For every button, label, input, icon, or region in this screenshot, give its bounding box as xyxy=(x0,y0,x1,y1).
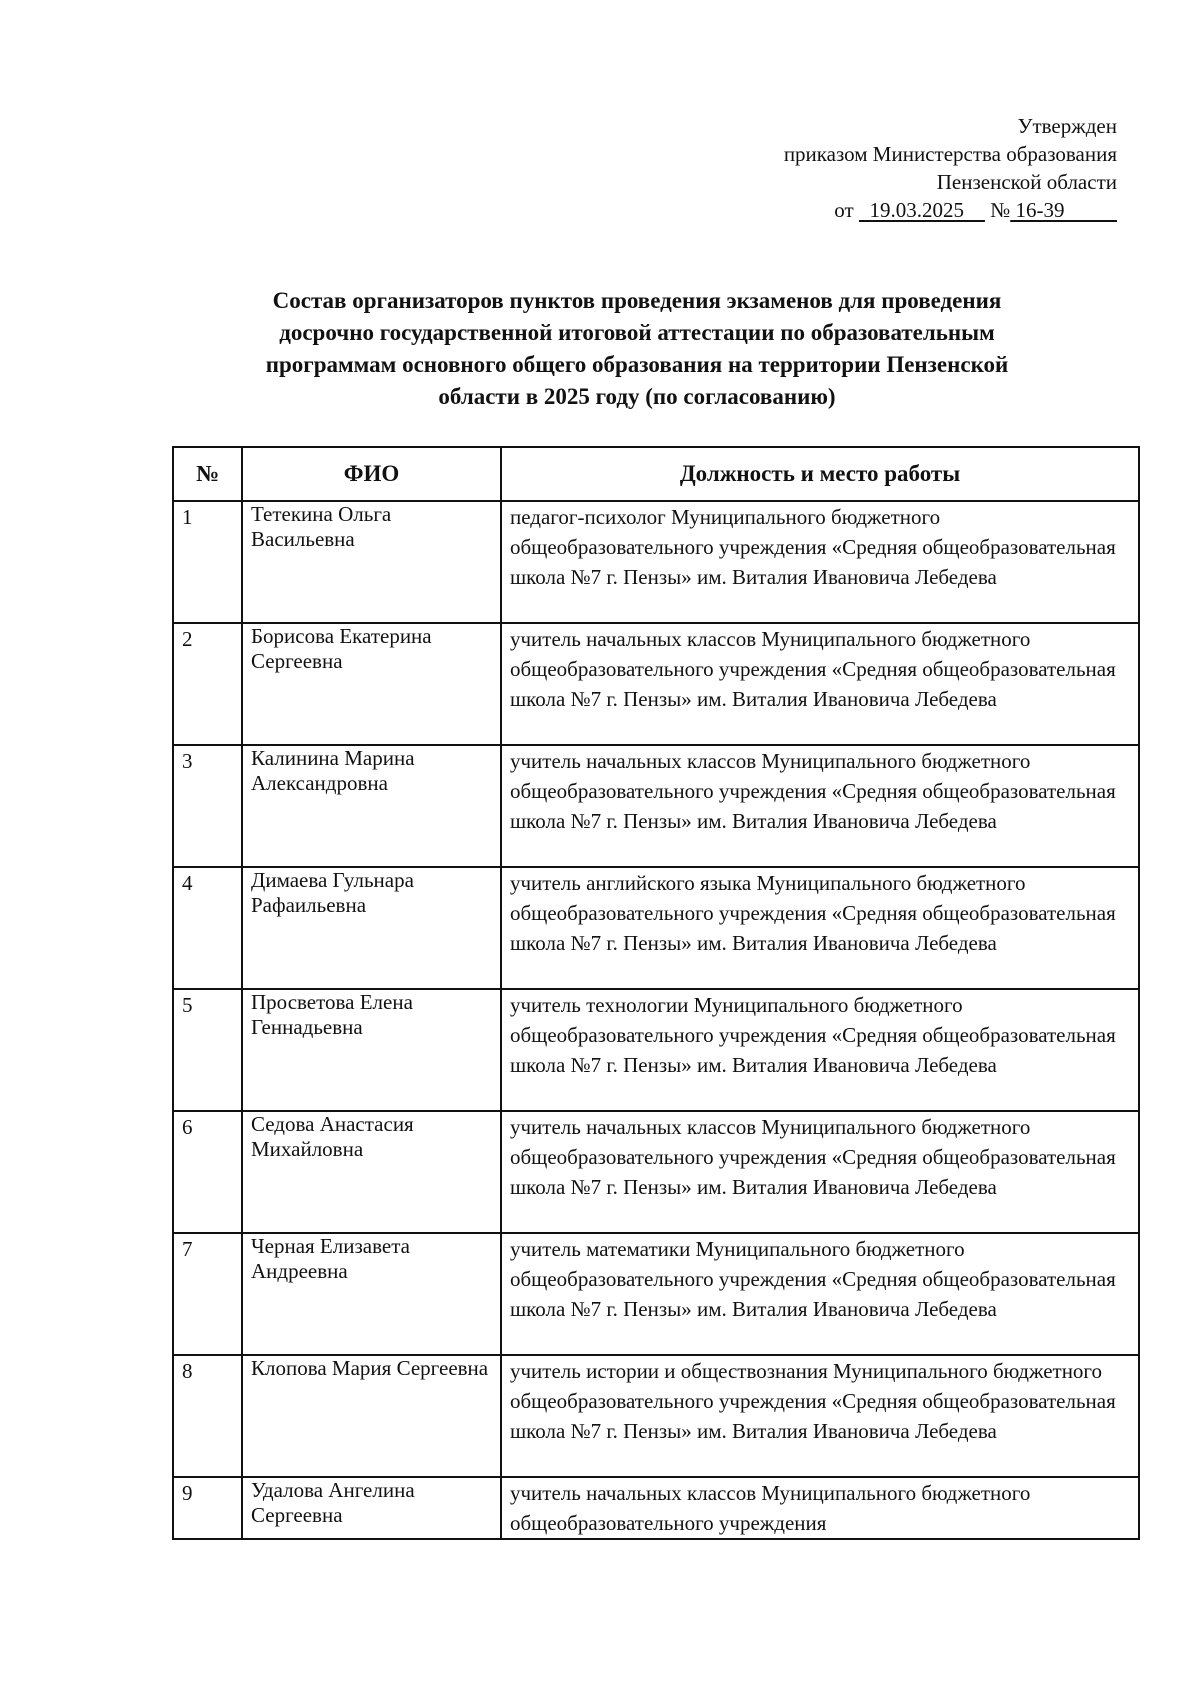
title-line: Состав организаторов пунктов проведения экзаменов для проведения xyxy=(272,288,1002,313)
row-fio: Калинина Марина Александровна xyxy=(242,745,501,867)
row-position: учитель начальных классов Муниципального бюджетного общеобразовательного учреждения «Средняя общеобразовательная школа №7 г. Пензы» им. Виталия Ивановича Лебедева xyxy=(501,745,1139,867)
row-num: 6 xyxy=(173,1111,242,1233)
row-position: учитель английского языка Муниципального бюджетного общеобразовательного учреждения «Средняя общеобразовательная школа №7 г. Пензы» им. Виталия Ивановича Лебедева xyxy=(501,867,1139,989)
table-row xyxy=(173,623,1139,745)
row-fio: Седова Анастасия Михайловна xyxy=(242,1111,501,1233)
row-position: учитель начальных классов Муниципального бюджетного общеобразовательного учреждения «Средняя общеобразовательная школа №7 г. Пензы» им. Виталия Ивановича Лебедева xyxy=(501,623,1139,745)
title-line: досрочно государственной итоговой аттестации по образовательным xyxy=(279,320,995,345)
table-row xyxy=(173,1477,1139,1539)
document-title xyxy=(160,285,1114,413)
row-num: 5 xyxy=(173,989,242,1111)
row-position: учитель истории и обществознания Муниципального бюджетного общеобразовательного учреждения «Средняя общеобразовательная школа №7 г. Пензы» им. Виталия Ивановича Лебедева xyxy=(501,1355,1139,1477)
table-row xyxy=(173,1355,1139,1477)
row-num: 2 xyxy=(173,623,242,745)
row-num: 1 xyxy=(173,501,242,623)
organizers-table xyxy=(172,446,1140,1540)
row-fio: Просветова Елена Геннадьевна xyxy=(242,989,501,1111)
table-header-row xyxy=(173,447,1139,501)
table-row xyxy=(173,1111,1139,1233)
row-fio: Удалова Ангелина Сергеевна xyxy=(242,1477,501,1539)
approval-block xyxy=(784,112,1117,224)
order-number: 16-39 xyxy=(1010,198,1117,222)
number-label: № xyxy=(990,198,1011,222)
header-fio: ФИО xyxy=(242,447,501,501)
approval-line: Пензенской области xyxy=(936,170,1117,194)
approval-line: Утвержден xyxy=(1017,114,1117,138)
order-date: 19.03.2025 xyxy=(858,198,985,222)
table-row xyxy=(173,745,1139,867)
row-num: 4 xyxy=(173,867,242,989)
title-line: области в 2025 году (по согласованию) xyxy=(438,384,836,409)
approval-line: приказом Министерства образования xyxy=(783,142,1117,166)
row-position: педагог-психолог Муниципального бюджетного общеобразовательного учреждения «Средняя общеобразовательная школа №7 г. Пензы» им. Виталия Ивановича Лебедева xyxy=(501,501,1139,623)
row-position: учитель начальных классов Муниципального бюджетного общеобразовательного учреждения xyxy=(501,1477,1139,1539)
row-fio: Борисова Екатерина Сергеевна xyxy=(242,623,501,745)
header-num: № xyxy=(173,447,242,501)
table-row xyxy=(173,989,1139,1111)
from-label: от xyxy=(834,198,854,222)
row-position: учитель математики Муниципального бюджетного общеобразовательного учреждения «Средняя общеобразовательная школа №7 г. Пензы» им. Виталия Ивановича Лебедева xyxy=(501,1233,1139,1355)
row-fio: Тетекина Ольга Васильевна xyxy=(242,501,501,623)
row-fio: Димаева Гульнара Рафаильевна xyxy=(242,867,501,989)
row-position: учитель технологии Муниципального бюджетного общеобразовательного учреждения «Средняя общеобразовательная школа №7 г. Пензы» им. Виталия Ивановича Лебедева xyxy=(501,989,1139,1111)
row-num: 8 xyxy=(173,1355,242,1477)
table-row xyxy=(173,1233,1139,1355)
table-row xyxy=(173,867,1139,989)
row-fio: Черная Елизавета Андреевна xyxy=(242,1233,501,1355)
approval-date-line xyxy=(784,196,1117,224)
row-fio: Клопова Мария Сергеевна xyxy=(242,1355,501,1477)
row-num: 3 xyxy=(173,745,242,867)
row-num: 7 xyxy=(173,1233,242,1355)
row-num: 9 xyxy=(173,1477,242,1539)
table-row xyxy=(173,501,1139,623)
row-position: учитель начальных классов Муниципального бюджетного общеобразовательного учреждения «Средняя общеобразовательная школа №7 г. Пензы» им. Виталия Ивановича Лебедева xyxy=(501,1111,1139,1233)
title-line: программам основного общего образования на территории Пензенской xyxy=(265,352,1009,377)
header-position: Должность и место работы xyxy=(501,447,1139,501)
